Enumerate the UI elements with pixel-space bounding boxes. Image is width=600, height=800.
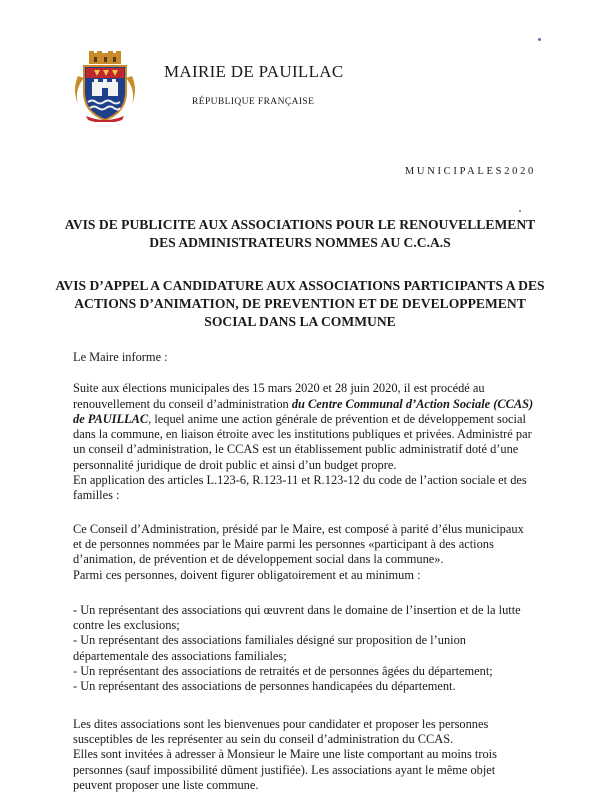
notice-body [73, 350, 535, 793]
ccas-name: du Centre Communal d’Action Sociale (CCAS) de PAUILLAC [73, 396, 534, 426]
paragraph-submission: Elles sont invitées à adresser à Monsieur le Maire une liste comportant au moins trois personnes (sauf impossibilité dûment justifiée). Les associations ayant le même objet peuvent proposer une liste commune. [73, 747, 497, 792]
notice-title-2: AVIS D’APPEL A CANDIDATURE AUX ASSOCIATIONS PARTICIPANTS A DES ACTIONS D’ANIMATION, DE PREVENTION ET DE DEVELOPPEMENT SOCIAL DANS LA COMMUNE [55, 278, 545, 329]
list-item: - Un représentant des associations de personnes handicapées du département. [73, 679, 456, 694]
list-item: - Un représentant des associations de retraités et de personnes âgées du département; [73, 664, 493, 679]
paragraph-invitation: Les dites associations sont les bienvenues pour candidater et proposer les personnes susceptibles de les représenter au sein du conseil d’administration du CCAS. [73, 716, 489, 746]
organization-name: MAIRIE DE PAUILLAC [164, 62, 344, 81]
legal-reference: En application des articles L.123-6, R.123-11 et R.123-12 du code de l’action sociale et des familles : [73, 473, 527, 503]
list-item: - Un représentant des associations familiales désigné sur proposition de l’union départementale des associations familiales; [73, 633, 466, 663]
paragraph-requirement: Parmi ces personnes, doivent figurer obligatoirement et au minimum : [73, 567, 421, 582]
paragraph-ccas-start: Suite aux élections municipales des 15 mars 2020 et 28 juin 2020, il est procédé au renouvellement du conseil d’administration [73, 381, 485, 411]
paragraph-composition: Ce Conseil d’Administration, présidé par le Maire, est composé à parité d’élus municipaux et de personnes nommées par le Maire parmi les personnes «participant à des actions d’animation, de prévention et de développement social dans la commune». [73, 521, 524, 567]
notice-title-1: AVIS DE PUBLICITE AUX ASSOCIATIONS POUR LE RENOUVELLEMENT DES ADMINISTRATEURS NOMMES AU C.C.A.S [64, 217, 536, 250]
paragraph-ccas [73, 381, 535, 473]
list-item: - Un représentant des associations qui œuvrent dans le domaine de l’insertion et de la lutte contre les exclusions; [73, 602, 521, 633]
municipal-tagline: MUNICIPALES2020 [404, 166, 536, 177]
coat-of-arms-icon [70, 50, 140, 122]
scan-speck [538, 38, 541, 41]
scan-speck [519, 210, 521, 212]
republic-label: RÉPUBLIQUE FRANÇAISE [192, 97, 315, 107]
paragraph-ccas-end: , lequel anime une action générale de prévention et de développement social dans la commune, en liaison étroite avec les institutions publiques et privées. Administré par un conseil d’administration, le CCAS est un établissement public administratif doté d’une personnalité juridique de droit public et ainsi d’un budget propre. [73, 411, 532, 472]
intro-line: Le Maire informe : [73, 350, 168, 364]
